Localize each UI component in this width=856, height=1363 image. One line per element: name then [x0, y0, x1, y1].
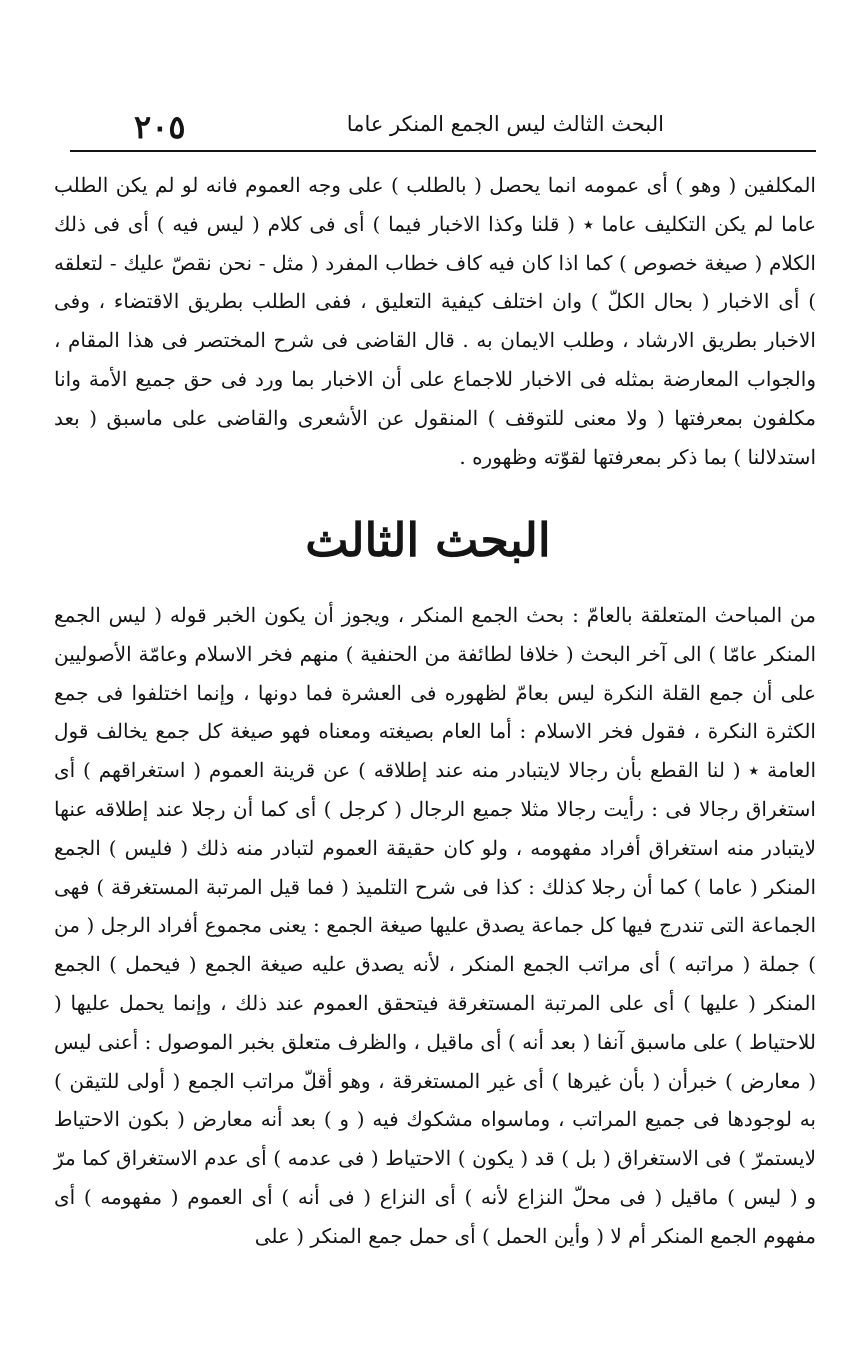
paragraph-1: المكلفين ( وهو ) أى عمومه انما يحصل ( بالطلب ) على وجه العموم فانه لو لم يكن الطلب عاما لم يكن التكليف عاما ٭ ( قلنا وكذا الاخبار فيما ) أى فى كلام ( ليس فيه ) أى فى ذلك الكلام ( صيغة خصوص ) كما اذا كان فيه كاف خطاب المفرد ( مثل - نحن نقصّ عليك - لتعلقه ) أى الاخبار ( بحال الكلّ ) وان اختلف كيفية التعليق ، ففى الطلب بطريق الاقتضاء ، وفى الاخبار بطريق الارشاد ، وطلب الايمان به . قال القاضى فى شرح المختصر فى هذا المقام ، والجواب المعارضة بمثله فى الاخبار للاجماع على أن الاخبار بما ورد فى حق جميع الأمة وانا مكلفون بمعرفتها ( ولا معنى للتوقف ) المنقول عن الأشعرى والقاضى على ماسبق ( بعد استدلالنا ) بما ذكر بمعرفتها لقوّته وظهوره . [54, 173, 816, 469]
paragraph-2: من المباحث المتعلقة بالعامّ : بحث الجمع المنكر ، ويجوز أن يكون الخبر قوله ( ليس الجمع المنكر عامّا ) الى آخر البحث ( خلافا لطائفة من الحنفية ) منهم فخر الاسلام وعامّة الأصوليين على أن جمع القلة النكرة ليس بعامّ لظهوره فى العشرة فما دونها ، وإنما اختلفوا فى جمع الكثرة النكرة ، فقول فخر الاسلام : أما العام بصيغته ومعناه فهو صيغة كل جمع يخالف قول العامة ٭ ( لنا القطع بأن رجالا لايتبادر منه عند إطلاقه ) عن قرينة العموم ( استغراقهم ) أى استغراق رجالا فى : رأيت رجالا مثلا جميع الرجال ( كرجل ) أى كما أن رجلا عند إطلاقه عنها لايتبادر منه استغراق أفراد مفهومه ، ولو كان حقيقة العموم لتبادر منه ذلك ( فليس ) الجمع المنكر ( عاما ) كما أن رجلا كذلك : كذا فى شرح التلميذ ( فما قيل المرتبة المستغرقة ) فهى الجماعة التى تندرج فيها كل جماعة يصدق عليها صيغة الجمع : يعنى مجموع أفراد الرجل ( من ) جملة ( مراتبه ) أى مراتب الجمع المنكر ، لأنه يصدق عليه صيغة الجمع ( فيحمل ) الجمع المنكر ( عليها ) أى على المرتبة المستغرقة فيتحقق العموم عند ذلك ، وإنما يحمل عليها ( للاحتياط ) على ماسبق آنفا ( بعد أنه ) أى ماقيل ، والظرف متعلق بخبر الموصول : أعنى ليس ( معارض ) خبرأن ( بأن غيرها ) أى غير المستغرقة ، وهو أقلّ مراتب الجمع ( أولى للتيقن ) به لوجودها فى جميع المراتب ، وماسواه مشكوك فيه ( و ) بعد أنه معارض ( بكون الاحتياط لايستمرّ ) فى الاستغراق ( بل ) قد ( يكون ) الاحتياط ( فى عدمه ) أى عدم الاستغراق كما مرّ و ( ليس ) ماقيل ( فى محلّ النزاع لأنه ) أى النزاع ( فى أنه ) أى العموم ( مفهومه ) أى مفهوم الجمع المنكر أم لا ( وأين الحمل ) أى حمل جمع المنكر ( على [54, 603, 817, 1248]
running-title: البحث الثالث ليس الجمع المنكر عاما [346, 112, 664, 136]
header-divider [70, 150, 816, 152]
section-title: البحث الثالث [305, 513, 551, 567]
page-header [72, 104, 814, 154]
page-number: ٢٠٥ [134, 108, 186, 146]
